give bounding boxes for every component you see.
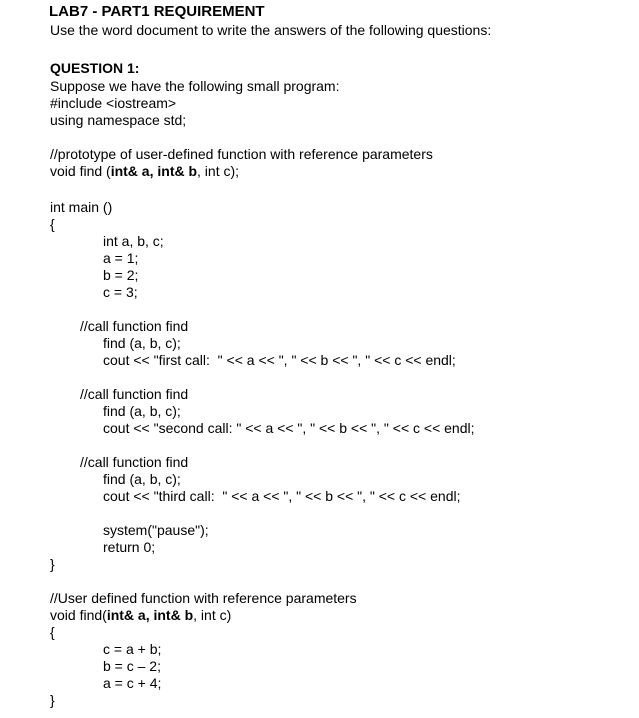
code-main-signature: int main () xyxy=(50,199,113,215)
code-definition-open-brace: { xyxy=(50,624,55,640)
code-body-line-2: b = c – 2; xyxy=(103,658,161,674)
question-label: QUESTION 1: xyxy=(50,60,140,76)
code-definition-prefix: void find( xyxy=(50,607,107,623)
code-body-line-3: a = c + 4; xyxy=(103,675,162,691)
code-call-comment-3: //call function find xyxy=(80,454,189,470)
code-call-comment-1: //call function find xyxy=(80,318,189,334)
code-assign-b: b = 2; xyxy=(103,267,139,283)
instruction-text: Use the word document to write the answers of the following questions: xyxy=(50,22,492,38)
code-definition-suffix: , int c) xyxy=(193,607,232,623)
code-prototype-bold: int& a, int& b xyxy=(110,163,198,179)
code-assign-c: c = 3; xyxy=(103,284,138,300)
code-definition-bold: int& a, int& b xyxy=(106,607,194,623)
code-prototype xyxy=(50,163,239,180)
question-intro: Suppose we have the following small program: xyxy=(50,78,340,94)
page-title: LAB7 - PART1 REQUIREMENT xyxy=(49,3,265,20)
code-cout-1: cout << "first call: " << a << ", " << b << ", " << c << endl; xyxy=(103,352,456,368)
code-prototype-prefix: void find ( xyxy=(50,163,111,179)
code-definition-close-brace: } xyxy=(50,692,55,708)
code-find-call-2: find (a, b, c); xyxy=(103,403,181,419)
code-prototype-suffix: , int c); xyxy=(197,163,240,179)
code-assign-a: a = 1; xyxy=(103,250,139,266)
code-using: using namespace std; xyxy=(50,112,187,128)
code-main-close-brace: } xyxy=(50,556,55,572)
code-main-open-brace: { xyxy=(50,216,55,232)
code-definition-signature xyxy=(50,607,231,624)
code-body-line-1: c = a + b; xyxy=(103,641,162,657)
code-cout-2: cout << "second call: " << a << ", " << b << ", " << c << endl; xyxy=(103,420,475,436)
code-find-call-1: find (a, b, c); xyxy=(103,335,181,351)
code-call-comment-2: //call function find xyxy=(80,386,189,402)
code-cout-3: cout << "third call: " << a << ", " << b << ", " << c << endl; xyxy=(103,488,461,504)
code-system-pause: system("pause"); xyxy=(103,522,209,538)
code-prototype-comment: //prototype of user-defined function with reference parameters xyxy=(50,146,433,162)
code-find-call-3: find (a, b, c); xyxy=(103,471,181,487)
code-declaration: int a, b, c; xyxy=(103,233,164,249)
code-definition-comment: //User defined function with reference parameters xyxy=(50,590,357,606)
code-include: #include <iostream> xyxy=(50,95,177,111)
code-return: return 0; xyxy=(103,539,156,555)
